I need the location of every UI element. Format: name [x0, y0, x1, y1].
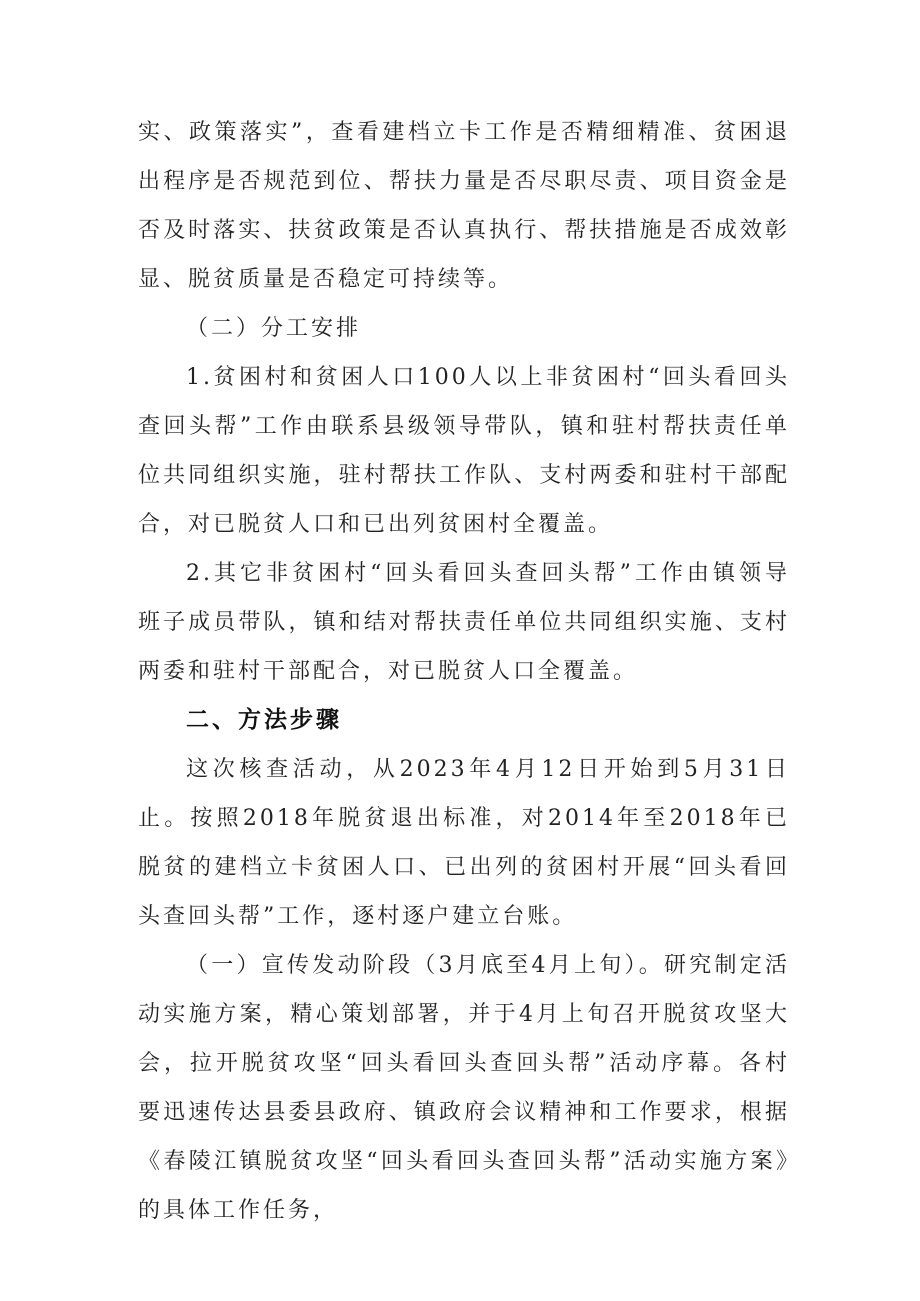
paragraph-policy-check: 实、政策落实”，查看建档立卡工作是否精细精准、贫困退出程序是否规范到位、帮扶力量是否尽职尽责、项目资金是否及时落实、扶贫政策是否认真执行、帮扶措施是否成效彰显、脱贫质量是否稳定可持续等。	[138, 120, 790, 292]
document-body	[138, 108, 790, 1235]
paragraph-publicity-stage: （一）宣传发动阶段（3月底至4月上旬）。研究制定活动实施方案，精心策划部署，并于4月上旬召开脱贫攻坚大会，拉开脱贫攻坚“回头看回头查回头帮”活动序幕。各村要迅速传达县委县政府、镇政府会议精神和工作要求，根据《春陵江镇脱贫攻坚“回头看回头查回头帮”活动实施方案》的具体工作任务，	[138, 953, 790, 1223]
paragraph-item-2: 2.其它非贫困村“回头看回头查回头帮”工作由镇领导班子成员带队，镇和结对帮扶责任单位共同组织实施、支村两委和驻村干部配合，对已脱贫人口全覆盖。	[138, 561, 790, 684]
section-heading-methods: 二、方法步骤	[186, 707, 342, 733]
paragraph-item-1: 1.贫困村和贫困人口100人以上非贫困村“回头看回头查回头帮”工作由联系县级领导带队，镇和驻村帮扶责任单位共同组织实施，驻村帮扶工作队、支村两委和驻村干部配合，对已脱贫人口和已出列贫困村全覆盖。	[138, 365, 790, 537]
subheading-division-of-work: （二）分工安排	[186, 316, 362, 341]
paragraph-schedule: 这次核查活动，从2023年4月12日开始到5月31日止。按照2018年脱贫退出标准，对2014年至2018年已脱贫的建档立卡贫困人口、已出列的贫困村开展“回头看回头查回头帮”工作，逐村逐户建立台账。	[138, 757, 790, 929]
